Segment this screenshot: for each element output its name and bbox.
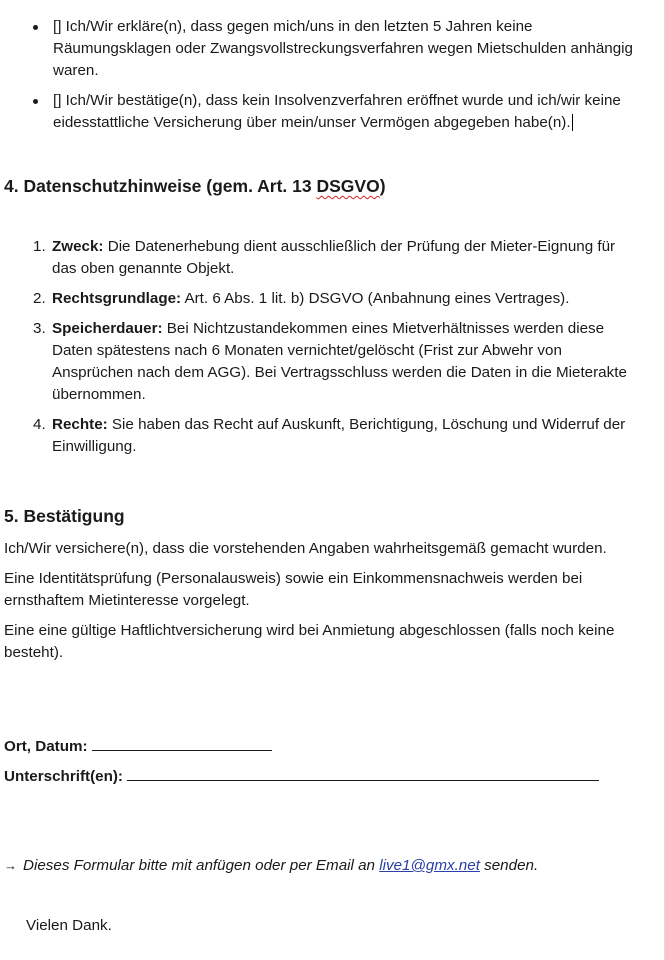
list-number: 1. xyxy=(33,238,46,255)
privacy-item[interactable] xyxy=(0,414,640,458)
confirmation-paragraph[interactable]: Ich/Wir versichere(n), dass die vorstehenden Angaben wahrheitsgemäß gemacht wurden. xyxy=(4,540,607,557)
arrow-right-icon: → xyxy=(4,858,17,873)
place-date-label: Ort, Datum: xyxy=(4,738,88,755)
privacy-item-text: Bei Nichtzustandekommen eines Mietverhältnisses werden diese Daten spätestens nach 6 Monaten vernichtet/gelöscht (Frist zur Abwehr von Ansprüchen nach dem AGG). Bei Vertragsschluss werden die Daten in die Mieterakte übernommen. xyxy=(52,320,627,403)
section-4-heading: 4. Datenschutzhinweise (gem. Art. 13 DSGVO) xyxy=(4,176,386,196)
email-link[interactable]: live1@gmx.net xyxy=(379,857,480,874)
place-date-line[interactable] xyxy=(4,734,272,758)
privacy-item-text: Art. 6 Abs. 1 lit. b) DSGVO (Anbahnung eines Vertrages). xyxy=(181,290,570,307)
privacy-item[interactable] xyxy=(0,318,640,406)
declaration-item[interactable] xyxy=(0,16,640,82)
privacy-item-label: Speicherdauer: xyxy=(52,320,163,337)
list-number: 2. xyxy=(33,290,46,307)
confirmation-paragraph[interactable]: Eine Identitätsprüfung (Personalausweis) sowie ein Einkommensnachweis werden bei ernsthaftem Mietinteresse vorgelegt. xyxy=(4,570,583,609)
note-text-after: senden. xyxy=(479,857,539,874)
list-number: 3. xyxy=(33,320,46,337)
list-number: 4. xyxy=(33,416,46,433)
privacy-item-label: Zweck: xyxy=(52,238,104,255)
declaration-list xyxy=(0,16,640,142)
signature-line[interactable] xyxy=(4,764,599,788)
declaration-item[interactable] xyxy=(0,90,640,134)
text-cursor xyxy=(572,114,573,131)
privacy-list xyxy=(0,236,640,466)
privacy-item[interactable] xyxy=(0,236,640,280)
privacy-item-label: Rechte: xyxy=(52,416,108,433)
bullet-icon xyxy=(33,25,38,30)
submission-note xyxy=(4,855,538,877)
closing-text: Vielen Dank. xyxy=(26,917,112,934)
signature-label: Unterschrift(en): xyxy=(4,768,123,785)
bullet-icon xyxy=(33,99,38,104)
privacy-item[interactable] xyxy=(0,288,640,310)
confirmation-paragraph[interactable]: Eine eine gültige Haftlichtversicherung wird bei Anmietung abgeschlossen (falls noch keine besteht). xyxy=(4,622,615,661)
declaration-text: [] Ich/Wir bestätige(n), dass kein Insolvenzverfahren eröffnet wurde und ich/wir keine eidesstattliche Versicherung über mein/unser Vermögen abgegeben habe(n). xyxy=(53,92,621,131)
section-5-heading: 5. Bestätigung xyxy=(4,506,125,526)
privacy-item-text: Sie haben das Recht auf Auskunft, Berichtigung, Löschung und Widerruf der Einwilligung. xyxy=(52,416,626,455)
signature-blank[interactable] xyxy=(127,764,599,781)
privacy-item-text: Die Datenerhebung dient ausschließlich der Prüfung der Mieter-Eignung für das oben genannte Objekt. xyxy=(52,238,616,277)
privacy-item-label: Rechtsgrundlage: xyxy=(52,290,182,307)
declaration-text: [] Ich/Wir erkläre(n), dass gegen mich/uns in den letzten 5 Jahren keine Räumungsklagen oder Zwangsvollstreckungsverfahren wegen Mietschulden anhängig waren. xyxy=(53,18,634,79)
note-text-before: Dieses Formular bitte mit anfügen oder per Email an xyxy=(23,857,380,874)
spellcheck-flagged-word[interactable]: DSGVO xyxy=(316,176,380,196)
place-date-blank[interactable] xyxy=(92,734,272,751)
